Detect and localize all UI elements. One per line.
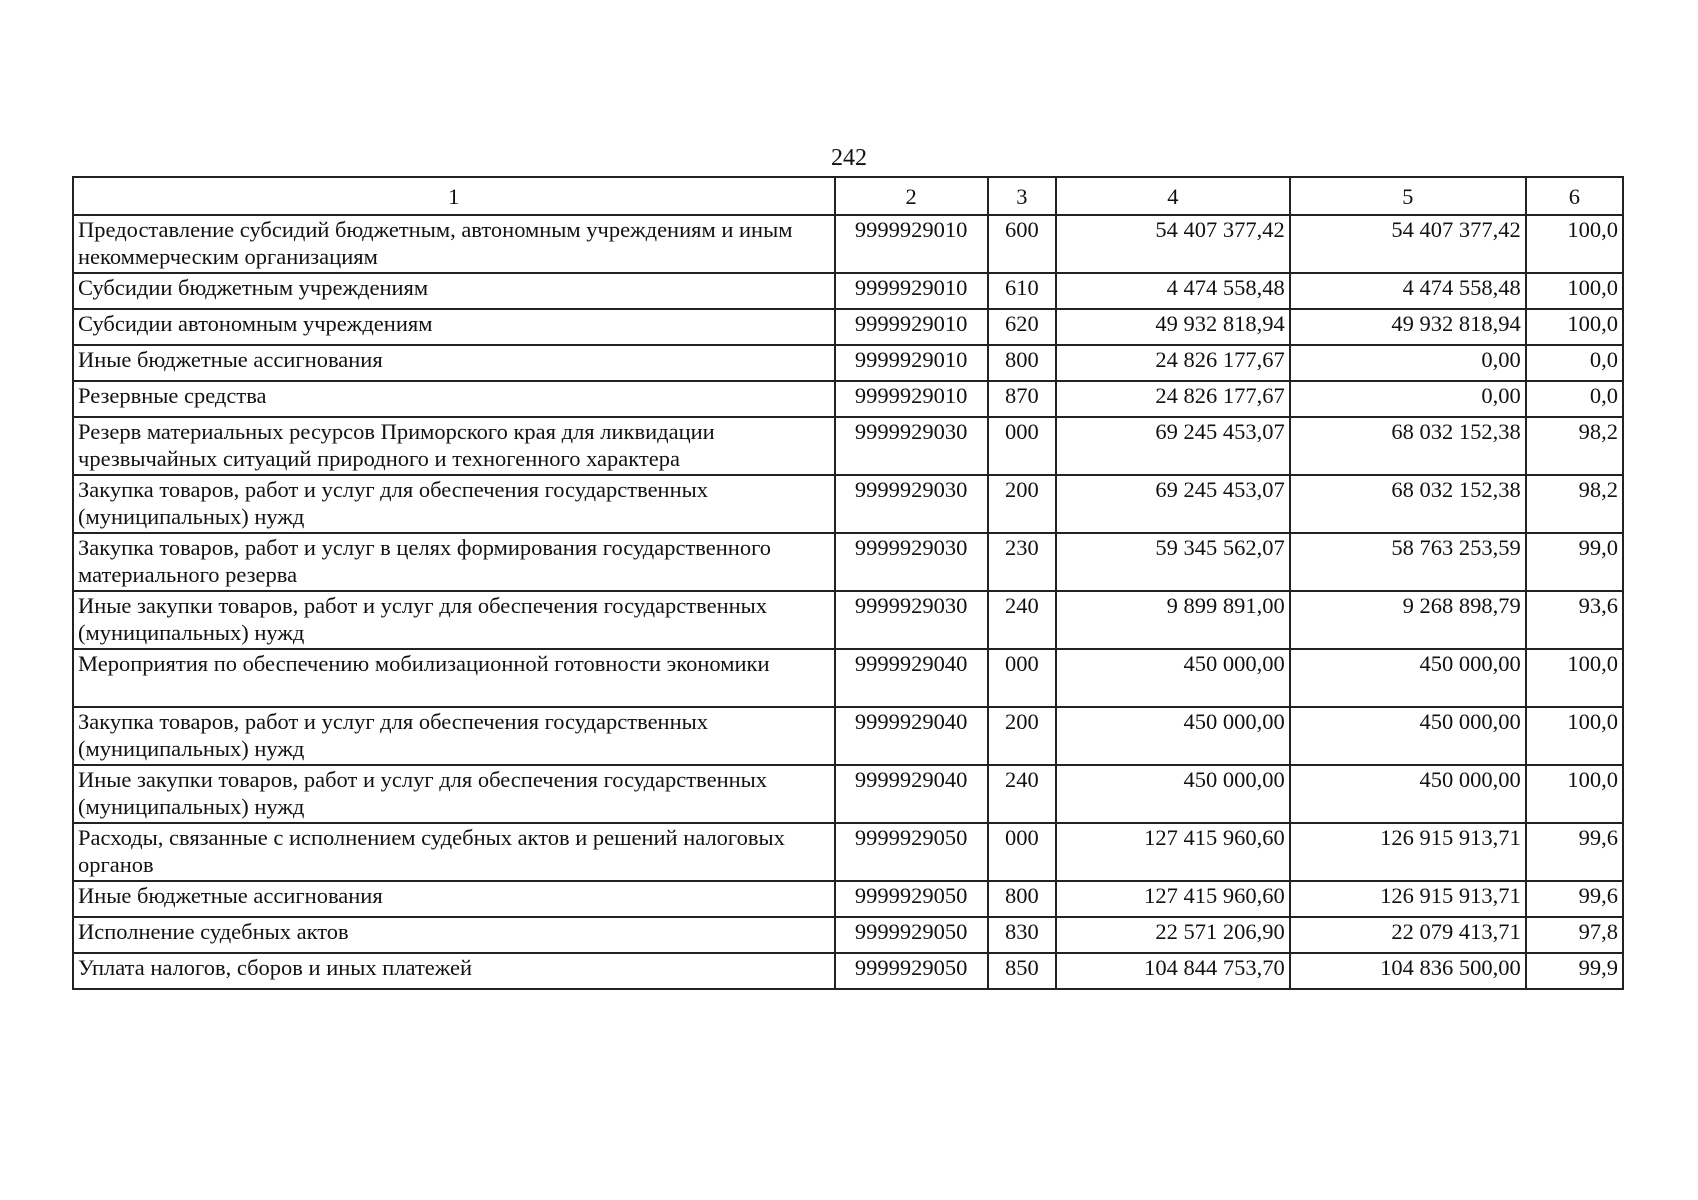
row-kind: 240 [988, 765, 1056, 823]
row-code: 9999929050 [835, 953, 988, 989]
row-plan: 4 474 558,48 [1056, 273, 1290, 309]
column-header: 6 [1526, 177, 1623, 215]
row-kind: 600 [988, 215, 1056, 273]
row-name: Иные закупки товаров, работ и услуг для обеспечения государственных (муниципальных) нужд [73, 591, 835, 649]
row-plan: 54 407 377,42 [1056, 215, 1290, 273]
row-kind: 200 [988, 707, 1056, 765]
row-code: 9999929040 [835, 707, 988, 765]
table-row [73, 707, 1623, 765]
row-plan: 24 826 177,67 [1056, 345, 1290, 381]
header-row [73, 177, 1623, 215]
table-row [73, 765, 1623, 823]
row-name: Предоставление субсидий бюджетным, автономным учреждениям и иным некоммерческим организациям [73, 215, 835, 273]
row-name: Иные закупки товаров, работ и услуг для обеспечения государственных (муниципальных) нужд [73, 765, 835, 823]
row-kind: 800 [988, 345, 1056, 381]
row-percent: 100,0 [1526, 309, 1623, 345]
row-plan: 450 000,00 [1056, 707, 1290, 765]
row-percent: 97,8 [1526, 917, 1623, 953]
row-name: Закупка товаров, работ и услуг для обеспечения государственных (муниципальных) нужд [73, 475, 835, 533]
row-percent: 98,2 [1526, 475, 1623, 533]
row-percent: 0,0 [1526, 381, 1623, 417]
row-kind: 000 [988, 649, 1056, 707]
row-fact: 126 915 913,71 [1290, 823, 1526, 881]
row-name: Субсидии бюджетным учреждениям [73, 273, 835, 309]
row-percent: 99,6 [1526, 823, 1623, 881]
row-plan: 127 415 960,60 [1056, 823, 1290, 881]
table-row [73, 309, 1623, 345]
column-header: 5 [1290, 177, 1526, 215]
row-percent: 100,0 [1526, 765, 1623, 823]
row-fact: 0,00 [1290, 345, 1526, 381]
table-row [73, 533, 1623, 591]
row-percent: 99,6 [1526, 881, 1623, 917]
row-fact: 0,00 [1290, 381, 1526, 417]
table-row [73, 475, 1623, 533]
row-name: Иные бюджетные ассигнования [73, 881, 835, 917]
row-percent: 0,0 [1526, 345, 1623, 381]
row-fact: 450 000,00 [1290, 707, 1526, 765]
row-kind: 200 [988, 475, 1056, 533]
row-code: 9999929030 [835, 475, 988, 533]
row-kind: 830 [988, 917, 1056, 953]
row-name: Субсидии автономным учреждениям [73, 309, 835, 345]
row-name: Уплата налогов, сборов и иных платежей [73, 953, 835, 989]
row-code: 9999929010 [835, 309, 988, 345]
row-plan: 49 932 818,94 [1056, 309, 1290, 345]
table-row [73, 823, 1623, 881]
row-plan: 22 571 206,90 [1056, 917, 1290, 953]
row-fact: 49 932 818,94 [1290, 309, 1526, 345]
table-row [73, 215, 1623, 273]
row-plan: 104 844 753,70 [1056, 953, 1290, 989]
row-code: 9999929040 [835, 765, 988, 823]
row-name: Закупка товаров, работ и услуг в целях формирования государственного материального резерва [73, 533, 835, 591]
row-plan: 127 415 960,60 [1056, 881, 1290, 917]
row-fact: 54 407 377,42 [1290, 215, 1526, 273]
row-code: 9999929010 [835, 345, 988, 381]
row-fact: 68 032 152,38 [1290, 475, 1526, 533]
column-header: 2 [835, 177, 988, 215]
table-row [73, 381, 1623, 417]
row-percent: 100,0 [1526, 273, 1623, 309]
page-number: 242 [831, 145, 867, 171]
row-code: 9999929030 [835, 533, 988, 591]
row-kind: 800 [988, 881, 1056, 917]
row-fact: 104 836 500,00 [1290, 953, 1526, 989]
row-fact: 58 763 253,59 [1290, 533, 1526, 591]
row-name: Мероприятия по обеспечению мобилизационной готовности экономики [73, 649, 835, 707]
column-header: 4 [1056, 177, 1290, 215]
row-plan: 69 245 453,07 [1056, 475, 1290, 533]
row-code: 9999929050 [835, 823, 988, 881]
row-kind: 230 [988, 533, 1056, 591]
row-code: 9999929010 [835, 381, 988, 417]
table-row [73, 881, 1623, 917]
row-kind: 870 [988, 381, 1056, 417]
row-fact: 22 079 413,71 [1290, 917, 1526, 953]
row-kind: 610 [988, 273, 1056, 309]
row-code: 9999929040 [835, 649, 988, 707]
budget-table [72, 176, 1624, 990]
table-row [73, 591, 1623, 649]
row-percent: 99,9 [1526, 953, 1623, 989]
row-plan: 450 000,00 [1056, 649, 1290, 707]
table-row [73, 649, 1623, 707]
row-plan: 24 826 177,67 [1056, 381, 1290, 417]
row-percent: 100,0 [1526, 707, 1623, 765]
row-name: Иные бюджетные ассигнования [73, 345, 835, 381]
row-name: Исполнение судебных актов [73, 917, 835, 953]
row-fact: 450 000,00 [1290, 649, 1526, 707]
row-kind: 000 [988, 823, 1056, 881]
table-row [73, 417, 1623, 475]
row-name: Резерв материальных ресурсов Приморского края для ликвидации чрезвычайных ситуаций природного и техногенного характера [73, 417, 835, 475]
row-percent: 100,0 [1526, 215, 1623, 273]
row-fact: 68 032 152,38 [1290, 417, 1526, 475]
row-kind: 000 [988, 417, 1056, 475]
row-code: 9999929010 [835, 215, 988, 273]
table-row [73, 953, 1623, 989]
table-row [73, 273, 1623, 309]
row-percent: 99,0 [1526, 533, 1623, 591]
row-code: 9999929030 [835, 417, 988, 475]
row-kind: 620 [988, 309, 1056, 345]
table-row [73, 917, 1623, 953]
row-name: Закупка товаров, работ и услуг для обеспечения государственных (муниципальных) нужд [73, 707, 835, 765]
row-kind: 850 [988, 953, 1056, 989]
column-header: 1 [73, 177, 835, 215]
row-plan: 59 345 562,07 [1056, 533, 1290, 591]
row-fact: 9 268 898,79 [1290, 591, 1526, 649]
row-percent: 98,2 [1526, 417, 1623, 475]
row-plan: 69 245 453,07 [1056, 417, 1290, 475]
row-kind: 240 [988, 591, 1056, 649]
row-plan: 450 000,00 [1056, 765, 1290, 823]
row-fact: 4 474 558,48 [1290, 273, 1526, 309]
row-fact: 450 000,00 [1290, 765, 1526, 823]
table-row [73, 345, 1623, 381]
row-plan: 9 899 891,00 [1056, 591, 1290, 649]
column-header: 3 [988, 177, 1056, 215]
row-name: Резервные средства [73, 381, 835, 417]
row-name: Расходы, связанные с исполнением судебных актов и решений налоговых органов [73, 823, 835, 881]
row-percent: 100,0 [1526, 649, 1623, 707]
row-code: 9999929050 [835, 881, 988, 917]
row-code: 9999929050 [835, 917, 988, 953]
row-code: 9999929010 [835, 273, 988, 309]
row-code: 9999929030 [835, 591, 988, 649]
row-percent: 93,6 [1526, 591, 1623, 649]
row-fact: 126 915 913,71 [1290, 881, 1526, 917]
